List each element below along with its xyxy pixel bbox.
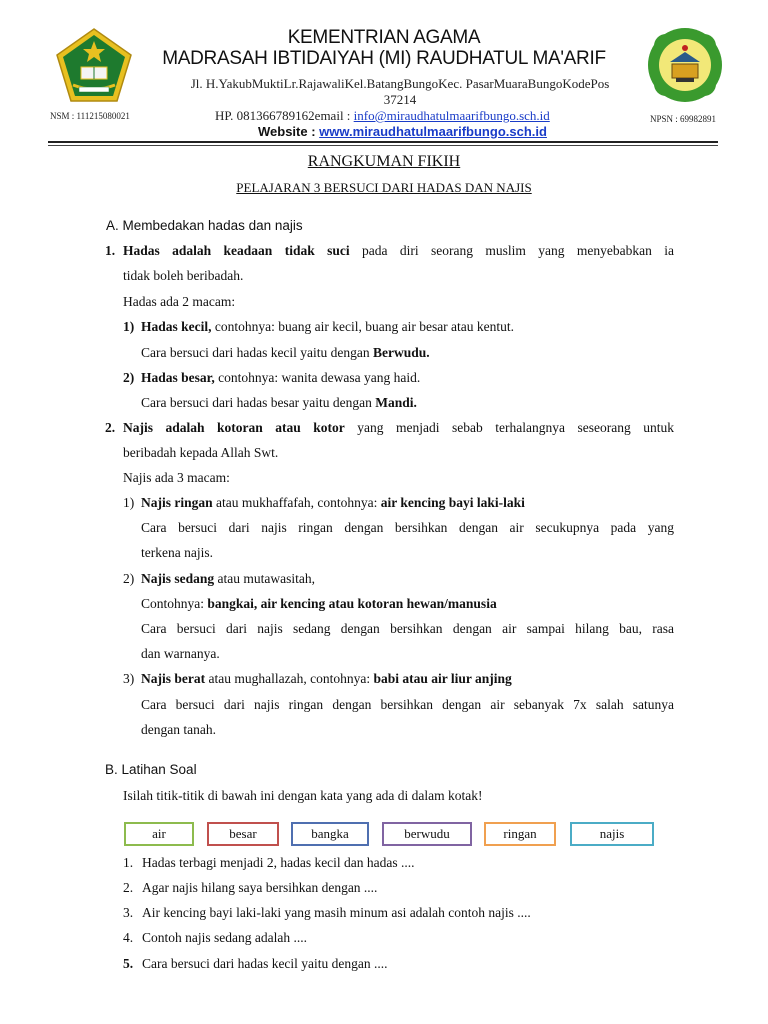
contact-line (215, 108, 550, 124)
document-title: RANGKUMAN FIKIH (307, 153, 461, 170)
najis-2-example: Contohnya: bangkai, air kencing atau kotoran hewan/manusia (141, 596, 497, 611)
hadas-2-number: 2) (123, 370, 135, 385)
hadas-2-cara: Cara bersuci dari hadas besar yaitu dengan Mandi. (141, 395, 417, 410)
word-box-bangka: bangka (291, 822, 369, 846)
najis-count: Najis ada 3 macam: (123, 470, 230, 485)
najis-2-cara-2: dan warnanya. (141, 646, 220, 661)
najis-1-text: Najis ringan atau mukhaffafah, contohnya: air kencing bayi laki-laki (141, 495, 525, 510)
question-3-number: 3. (123, 905, 134, 920)
najis-3-cara-2: dengan tanah. (141, 722, 216, 737)
najis-1-cara-1: Cara bersuci dari najis ringan dengan bersihkan dengan air secukupnya pada yang (141, 520, 674, 535)
najis-2-number: 2) (123, 571, 135, 586)
document-subtitle: PELAJARAN 3 BERSUCI DARI HADAS DAN NAJIS (236, 180, 532, 195)
email-link[interactable]: info@miraudhatulmaarifbungo.sch.id (353, 108, 550, 123)
question-2-number: 2. (123, 880, 134, 895)
word-box-air: air (124, 822, 194, 846)
school-name: MADRASAH IBTIDAIYAH (MI) RAUDHATUL MA'ARIF (162, 48, 606, 69)
word-box-berwudu: berwudu (382, 822, 472, 846)
najis-1-cara-2: terkena najis. (141, 545, 213, 560)
hadas-1-cara: Cara bersuci dari hadas kecil yaitu dengan Berwudu. (141, 345, 430, 360)
question-1-text: Hadas terbagi menjadi 2, hadas kecil dan hadas .... (142, 855, 415, 870)
exercise-instruction: Isilah titik-titik di bawah ini dengan kata yang ada di dalam kotak! (123, 788, 483, 803)
address-line-2: 37214 (383, 92, 417, 107)
header-divider (48, 141, 718, 143)
najis-3-cara-1: Cara bersuci dari najis ringan dengan bersihkan dengan air sebanyak 7x salah satunya (141, 697, 674, 712)
website-label: Website : (258, 124, 320, 139)
website-link[interactable]: www.miraudhatulmaarifbungo.sch.id (319, 124, 547, 139)
item-1-line-2: tidak boleh beribadah. (123, 268, 244, 283)
section-b-heading: B. Latihan Soal (105, 762, 197, 777)
ministry-name: KEMENTRIAN AGAMA (287, 27, 481, 48)
item-1-definition: Hadas adalah keadaan tidak suci (123, 243, 350, 258)
npsn-number: NPSN : 69982891 (650, 114, 717, 124)
word-box-ringan: ringan (484, 822, 556, 846)
najis-3-text: Najis berat atau mughallazah, contohnya: babi atau air liur anjing (141, 671, 512, 686)
item-1-number: 1. (105, 243, 116, 258)
word-box-najis: najis (570, 822, 654, 846)
nsm-number: NSM : 111215080021 (50, 111, 130, 121)
item-2-definition: Najis adalah kotoran atau kotor (123, 420, 345, 435)
section-a-heading: A. Membedakan hadas dan najis (106, 218, 303, 233)
najis-2-text: Najis sedang atau mutawasitah, (141, 571, 315, 586)
hadas-2-text: Hadas besar, contohnya: wanita dewasa yang haid. (141, 370, 421, 385)
question-3-text: Air kencing bayi laki-laki yang masih minum asi adalah contoh najis .... (142, 905, 531, 920)
question-4-text: Contoh najis sedang adalah .... (142, 930, 307, 945)
item-1-text: Hadas adalah keadaan tidak suci pada diri seorang muslim yang menyebabkan ia (123, 243, 674, 258)
header-divider-thin (48, 145, 718, 146)
najis-1-number: 1) (123, 495, 135, 510)
hadas-count: Hadas ada 2 macam: (123, 294, 236, 309)
hadas-1-number: 1) (123, 319, 135, 334)
question-1-number: 1. (123, 855, 134, 870)
question-5-text: Cara bersuci dari hadas kecil yaitu dengan .... (142, 956, 388, 971)
hadas-1-text: Hadas kecil, contohnya: buang air kecil, buang air besar atau kentut. (141, 319, 515, 334)
question-4-number: 4. (123, 930, 134, 945)
najis-2-cara-1: Cara bersuci dari najis sedang dengan bersihkan dengan air sampai hilang bau, rasa (141, 621, 674, 636)
najis-3-number: 3) (123, 671, 135, 686)
question-5-number: 5. (123, 956, 134, 971)
item-2-text: Najis adalah kotoran atau kotor yang menjadi sebab terhalangnya seseorang untuk (123, 420, 674, 435)
address-line-1: Jl. H.YakubMuktiLr.RajawaliKel.BatangBungoKec. PasarMuaraBungoKodePos (190, 76, 610, 91)
question-2-text: Agar najis hilang saya bersihkan dengan .... (142, 880, 378, 895)
item-2-line-2: beribadah kepada Allah Swt. (123, 445, 279, 460)
item-2-number: 2. (105, 420, 116, 435)
phone-label: HP. 081366789162email : (215, 108, 354, 123)
word-box-besar: besar (207, 822, 279, 846)
website-line (258, 124, 547, 139)
